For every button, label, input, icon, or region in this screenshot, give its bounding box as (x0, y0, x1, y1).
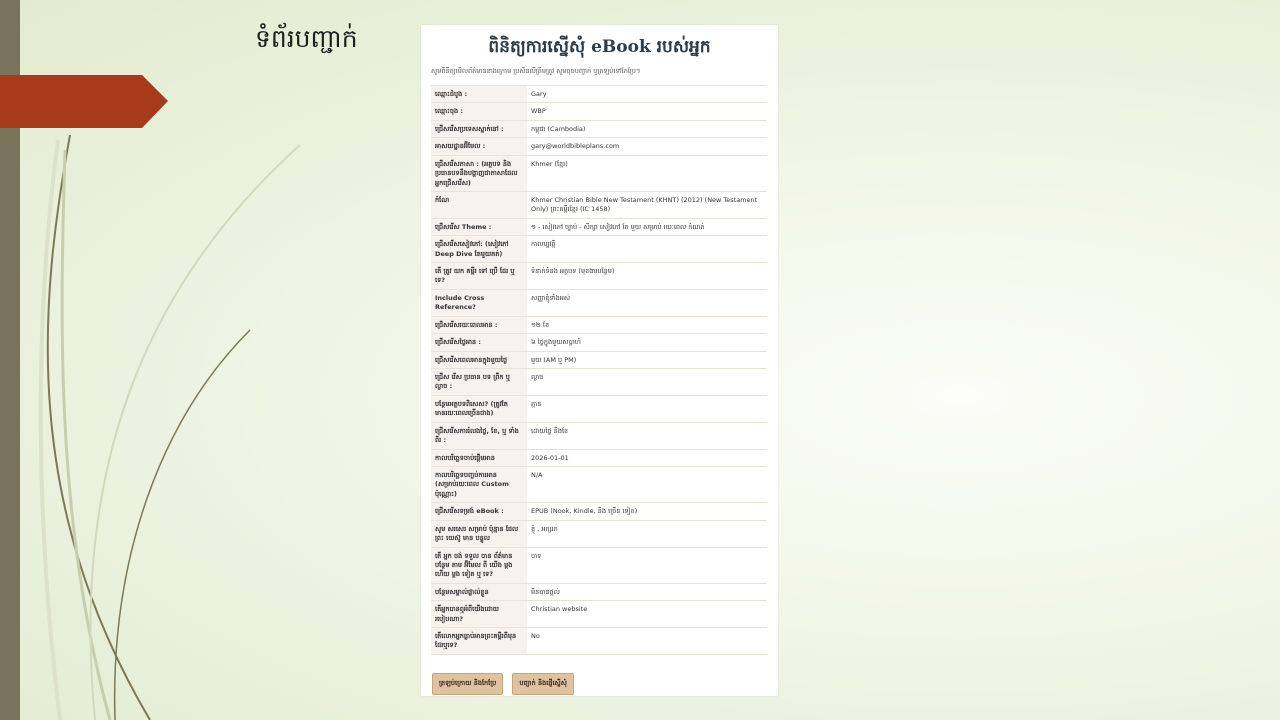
row-value: ១ - សៀវភៅ ច្បាប់ - សិក្សា សៀវភៅ តែ មួយ សម្រាប់ រយៈពេល កំណត់ (527, 218, 767, 235)
slide-title: ទំព័របញ្ជាក់ (255, 24, 358, 53)
row-value: សញ្ញាខ្ញុំទាំងអស់ (527, 289, 767, 316)
confirm-submit-button[interactable]: បញ្ជាក់ និងផ្ញើស្នើសុំ (512, 673, 574, 695)
table-row (431, 263, 767, 290)
row-label: ឈ្មោះដំបូង : (431, 86, 527, 103)
table-row (431, 422, 767, 449)
row-value: កាលប្បវត្តិ (527, 236, 767, 263)
row-value: EPUB (Nook, Kindle, និង ច្រើន ទៀត) (527, 503, 767, 520)
table-row (431, 155, 767, 191)
row-value: Christian website (527, 601, 767, 628)
row-value: ដោយថ្ងៃ និងខែ (527, 422, 767, 449)
table-row (431, 236, 767, 263)
table-row (431, 103, 767, 120)
row-label: Include Cross Reference? (431, 289, 527, 316)
row-value: No (527, 628, 767, 655)
table-row (431, 369, 767, 396)
row-value: Gary (527, 86, 767, 103)
row-label: តើ អ្នក ចង់ ទទួល បាន ព័ត៌មាន បន្ថែម តាម អ៊ីមែល ពី យើង ម្តង ហើយ ម្តង ទៀត ឬ ទេ? (431, 547, 527, 583)
row-value: ១២ ខែ (527, 316, 767, 333)
table-row (431, 138, 767, 155)
row-value: ខ្ញុំ , អក្សរក (527, 520, 767, 547)
table-row (431, 191, 767, 218)
row-label: ជ្រើសរើសទម្រង់ eBook : (431, 503, 527, 520)
row-value: ទំនាក់ទំនង អត្ថបទ (មុខងារបន្ថែម) (527, 263, 767, 290)
row-label: ជ្រើស រើស ប្រធាន បទ ព្រឹក ឬ ល្ងាច : (431, 369, 527, 396)
row-label: តើអ្នកបានឮអំពីយើងដោយរបៀបណា? (431, 601, 527, 628)
row-label: តើ ត្រូវ យក គម្ពីរ ទៅ ប្រើ ដែរ ឬ ទេ? (431, 263, 527, 290)
decorative-grass-strokes (0, 0, 320, 720)
table-row (431, 289, 767, 316)
row-label: ជ្រើសរើសរយៈពេលអាន : (431, 316, 527, 333)
table-row (431, 466, 767, 502)
row-value: មិនបានផ្តល់ (527, 583, 767, 600)
card-title: ពិនិត្យការស្នើសុំ eBook របស់អ្នក (488, 37, 711, 57)
row-value: Khmer (ខ្មែរ) (527, 155, 767, 191)
back-edit-button[interactable]: ត្រឡប់ក្រោយ និងកែប្រែ (432, 673, 503, 695)
card-subtitle: សូមពិនិត្យមើលព័ត៌មានខាងក្រោម ប្រសិនបើត្រឹមត្រូវ សូមចុចបញ្ជាក់ ឬត្រឡប់ទៅកែប្រែ។ (431, 67, 641, 75)
row-value: gary@worldbibleplans.com (527, 138, 767, 155)
action-buttons (432, 670, 578, 695)
row-value: បាទ (527, 547, 767, 583)
row-label: ជ្រើសរើស Theme : (431, 218, 527, 235)
row-label: ជ្រើសរើសភាសា : (អត្ថបទ និងប្រធានបទនឹងបង្ហាញជាភាសាដែលអ្នកជ្រើសរើស) (431, 155, 527, 191)
row-label: សូម សរសេរ សម្រាប់ ប៉ុន្មាន ដែល ព្រះ យេស៊ូ មាន បន្ទូល (431, 520, 527, 547)
row-label: បន្ថែមអត្ថបទពិសេស? (ត្រូវតែមានរយៈពេលច្រើនជាង) (431, 395, 527, 422)
row-label: កាលបរិច្ឆេទបញ្ចប់ការអាន (សម្រាប់រយៈពេល Custom ប៉ុណ្ណោះ) (431, 466, 527, 502)
table-row (431, 547, 767, 583)
row-value: WBP (527, 103, 767, 120)
table-row (431, 583, 767, 600)
table-row (431, 316, 767, 333)
table-row (431, 218, 767, 235)
table-row (431, 334, 767, 351)
table-row (431, 503, 767, 520)
row-label: កាលបរិច្ឆេទចាប់ផ្តើមអាន (431, 449, 527, 466)
row-value: កម្ពុជា (Cambodia) (527, 120, 767, 137)
row-value: Khmer Christian Bible New Testament (KHNT) (2012) (New Testament Only) ព្រះគម្ពីរខ្មែរ (IC 1458) (527, 191, 767, 218)
row-label: តើលោកអ្នកធ្លាប់អានព្រះគម្ពីរពីមុនដែរឬទេ? (431, 628, 527, 655)
table-row (431, 120, 767, 137)
row-value: គ្មាន (527, 395, 767, 422)
row-label: ជ្រើសរើសសៀវភៅ: (សៀវភៅ Deep Dive តែមួយគត់) (431, 236, 527, 263)
row-value: 2026-01-01 (527, 449, 767, 466)
row-label: ជ្រើសរើសពេលអានក្នុងមួយថ្ងៃ (431, 351, 527, 368)
table-row (431, 601, 767, 628)
row-value: មួយ (AM ឬ PM) (527, 351, 767, 368)
row-value: N/A (527, 466, 767, 502)
table-row (431, 520, 767, 547)
table-row (431, 86, 767, 103)
review-table (431, 85, 767, 655)
table-row (431, 449, 767, 466)
row-label: ជ្រើសរើសប្រទេសស្នាក់នៅ : (431, 120, 527, 137)
table-row (431, 351, 767, 368)
row-label: កំណែ (431, 191, 527, 218)
row-value: ៦ ថ្ងៃក្នុងមួយសប្តាហ៍ (527, 334, 767, 351)
table-row (431, 628, 767, 655)
row-label: ឈ្មោះចុង : (431, 103, 527, 120)
row-label: អាសយដ្ឋានអ៊ីមែល : (431, 138, 527, 155)
row-label: ជ្រើសរើសការរំលងថ្ងៃ, ខែ, ឬ ទាំងពីរ : (431, 422, 527, 449)
row-label: ជ្រើសរើសថ្ងៃអាន : (431, 334, 527, 351)
row-value: ល្ងាច (527, 369, 767, 396)
row-label: បន្ថែមសម្គាល់ផ្ទាល់ខ្លួន (431, 583, 527, 600)
review-card (421, 25, 778, 696)
table-row (431, 395, 767, 422)
